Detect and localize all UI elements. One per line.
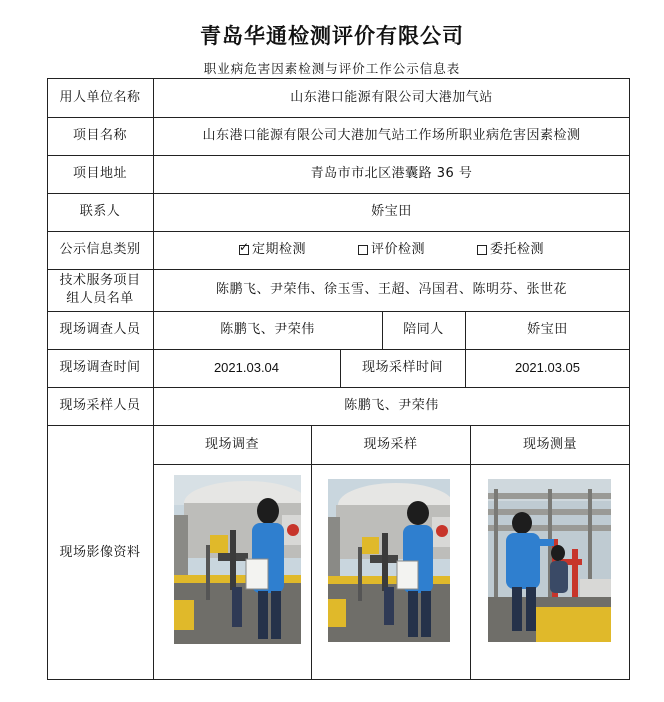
- survey-date-label: 现场调查时间: [59, 360, 141, 375]
- photos-label: 现场影像资料: [59, 544, 141, 560]
- site-measurement-photo: [488, 479, 611, 642]
- address-value: 青岛市市北区港囊路 36 号: [310, 166, 473, 181]
- option-periodic-label: 定期检测: [251, 242, 306, 257]
- survey-staff-value: 陈鹏飞、尹荣伟: [220, 322, 315, 337]
- site-survey-photo: [174, 475, 301, 644]
- option-evaluation: [358, 241, 425, 259]
- team-label-line2: 组人员名单: [66, 291, 134, 306]
- option-evaluation-label: 评价检测: [370, 242, 425, 257]
- sampling-date-label: 现场采样时间: [361, 360, 443, 375]
- category-options: [153, 231, 630, 269]
- survey-staff-label: 现场调查人员: [59, 322, 141, 337]
- option-commissioned-label: 委托检测: [490, 242, 545, 257]
- escort-label: 陪同人: [403, 322, 444, 337]
- sampling-staff-label: 现场采样人员: [59, 398, 141, 413]
- periodic-checkbox: ✓: [238, 240, 250, 254]
- project-value: 山东港口能源有限公司大港加气站工作场所职业病危害因素检测: [202, 128, 581, 143]
- evaluation-checkbox: [358, 245, 368, 255]
- contact-value: 娇宝田: [371, 204, 412, 219]
- site-sampling-photo: [328, 479, 450, 642]
- option-periodic: [239, 241, 306, 259]
- employer-value: 山东港口能源有限公司大港加气站: [290, 89, 493, 105]
- team-label-line1: 技术服务项目: [59, 273, 141, 288]
- document-title: 青岛华通检测评价有限公司: [200, 23, 464, 48]
- document-subtitle: 职业病危害因素检测与评价工作公示信息表: [203, 61, 461, 76]
- sampling-staff-value: 陈鹏飞、尹荣伟: [344, 398, 439, 413]
- photo-header-survey: 现场调查: [204, 436, 259, 452]
- sampling-date-value: 2021.03.05: [514, 360, 581, 375]
- project-label: 项目名称: [72, 128, 127, 143]
- employer-label: 用人单位名称: [59, 89, 141, 105]
- commissioned-checkbox: [477, 245, 487, 255]
- photo-header-sampling: 现场采样: [363, 436, 418, 452]
- team-label: [47, 269, 153, 311]
- contact-label: 联系人: [79, 204, 121, 219]
- photo-header-measurement: 现场测量: [522, 436, 577, 452]
- option-commissioned: [477, 241, 544, 259]
- team-value: 陈鹏飞、尹荣伟、徐玉雪、王超、冯国君、陈明芬、张世花: [215, 282, 567, 297]
- category-label: 公示信息类别: [59, 242, 141, 257]
- survey-date-value: 2021.03.04: [213, 360, 280, 375]
- escort-value: 娇宝田: [527, 322, 568, 337]
- address-label: 项目地址: [72, 166, 127, 181]
